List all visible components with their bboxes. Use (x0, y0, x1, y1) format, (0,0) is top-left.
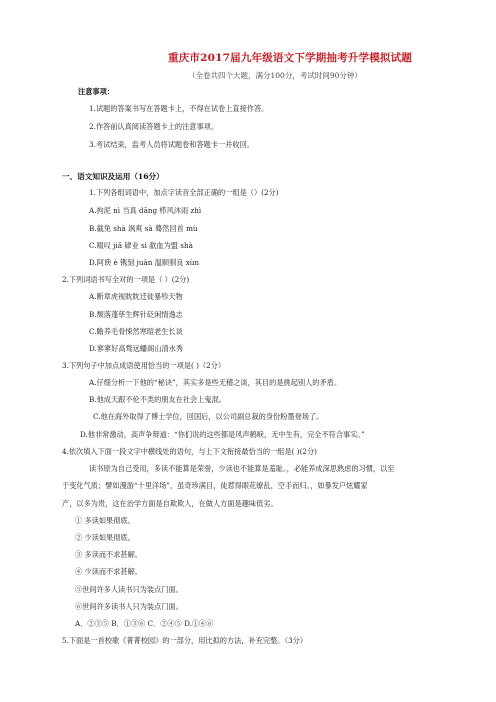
question-4-item: ⑤世间许多人读书只为装点门面。 (75, 585, 183, 594)
question-1-option-c: C.啜叹 jiǎ 肄业 sì 歃血为盟 shà (89, 241, 193, 250)
exam-title: 重庆市2017届九年级语文下学期抽考升学模拟试题 (168, 52, 413, 64)
note-item: 1.试题的答案书写在答题卡上，不得在试卷上直接作答。 (89, 104, 269, 113)
exam-subtitle: （全卷共四个大题，满分100分，考试时间90分钟） (188, 71, 362, 80)
question-5-stem: 5.下面是一首校歌《菁菁校园》的一部分，用比拟的方法，补充完整。（3分） (62, 636, 308, 645)
note-item: 2.作答前认真阅读答题卡上的注意事项。 (89, 122, 219, 131)
question-3-option-a: A.仔细分析一下他的“秘诀”，其实多是些无稽之谈，其目的是挑起别人的矛盾。 (89, 378, 342, 387)
question-1-option-a: A.拘泥 nì 当真 dāng 栉风沐雨 zhì (89, 206, 202, 215)
question-2-option-b: B.颓落蓬荜生辉针砭闲情逸志 (89, 310, 183, 319)
question-3-stem: 3.下列句子中加点成语使用恰当的一项是( )（2分） (62, 361, 226, 370)
question-2-stem: 2.下列词语书写全对的一项是（ ）(2分) (62, 275, 190, 284)
question-3-option-c: C.他在海外取得了博士学位，回国后，以公司副总裁的身份粉墨登场了。 (93, 412, 324, 421)
question-1-option-b: B.截兔 shà 飒爽 sà 蓦然回首 mù (89, 224, 198, 233)
question-4-stem: 4.依次填入下面一段文字中横线处的语句，与上下文衔接最恰当的一组是( )(2分) (62, 447, 317, 456)
question-4-item: ② 少读如果彻底。 (75, 533, 135, 542)
question-4-item: ① 多读如果彻底。 (75, 516, 135, 525)
question-3-option-d: D.他非常激动，高声争辩道：“你们说的这些都是风声鹤唳，无中生有，完全不符合事实。” (80, 430, 365, 439)
question-4-item: ⑥世间许多读书人只为装点门面。 (75, 602, 183, 611)
question-4-options: A．②③⑤ B．①③⑥ C．②④⑤ D.①④⑥ (75, 619, 214, 628)
question-2-option-a: A.断章虎视眈眈迁徙暴殄天物 (89, 292, 183, 301)
notes-heading: 注意事项： (78, 87, 114, 96)
note-item: 3.考试结束，监考人员将试题卷和答题卡一并收回。 (89, 140, 254, 149)
question-2-option-d: D.寥寥好高骛远蟠阁山清水秀 (89, 344, 184, 353)
question-4-passage-line: 于变化气质；譬如漫游“十里洋场”，虽奇珍满目，徒惹得眼花缭乱，空手而归。，如暴发户炫耀家 (62, 481, 368, 490)
question-4-passage-line: 读书原为自己受用，多读不能算是荣誉，少读也不能算是羞耻。，必能养成深思熟虑的习惯，以至 (89, 464, 395, 473)
section-heading: 一、语文知识及运用（16分） (62, 172, 164, 181)
question-4-item: ④ 少读而不求甚解。 (75, 567, 142, 576)
question-4-passage-line: 产，以多为贵，这在治学方面是自欺欺人，在做人方面是趣味低劣。 (62, 499, 278, 508)
question-1-option-d: D.阿谀 è 镌刻 juān 温顺驯良 xùn (89, 258, 200, 267)
question-1-stem: 1.下列各组词语中，加点字读音全部正确的一组是（）(2分) (89, 188, 279, 197)
question-3-option-b: B.他成天跟不伦不类的朋友在社会上鬼混。 (89, 395, 226, 404)
question-2-option-c: C.瞻养毛骨悚然寒暄老生长谈 (89, 327, 183, 336)
question-4-item: ③ 多读而不求甚解。 (75, 550, 142, 559)
